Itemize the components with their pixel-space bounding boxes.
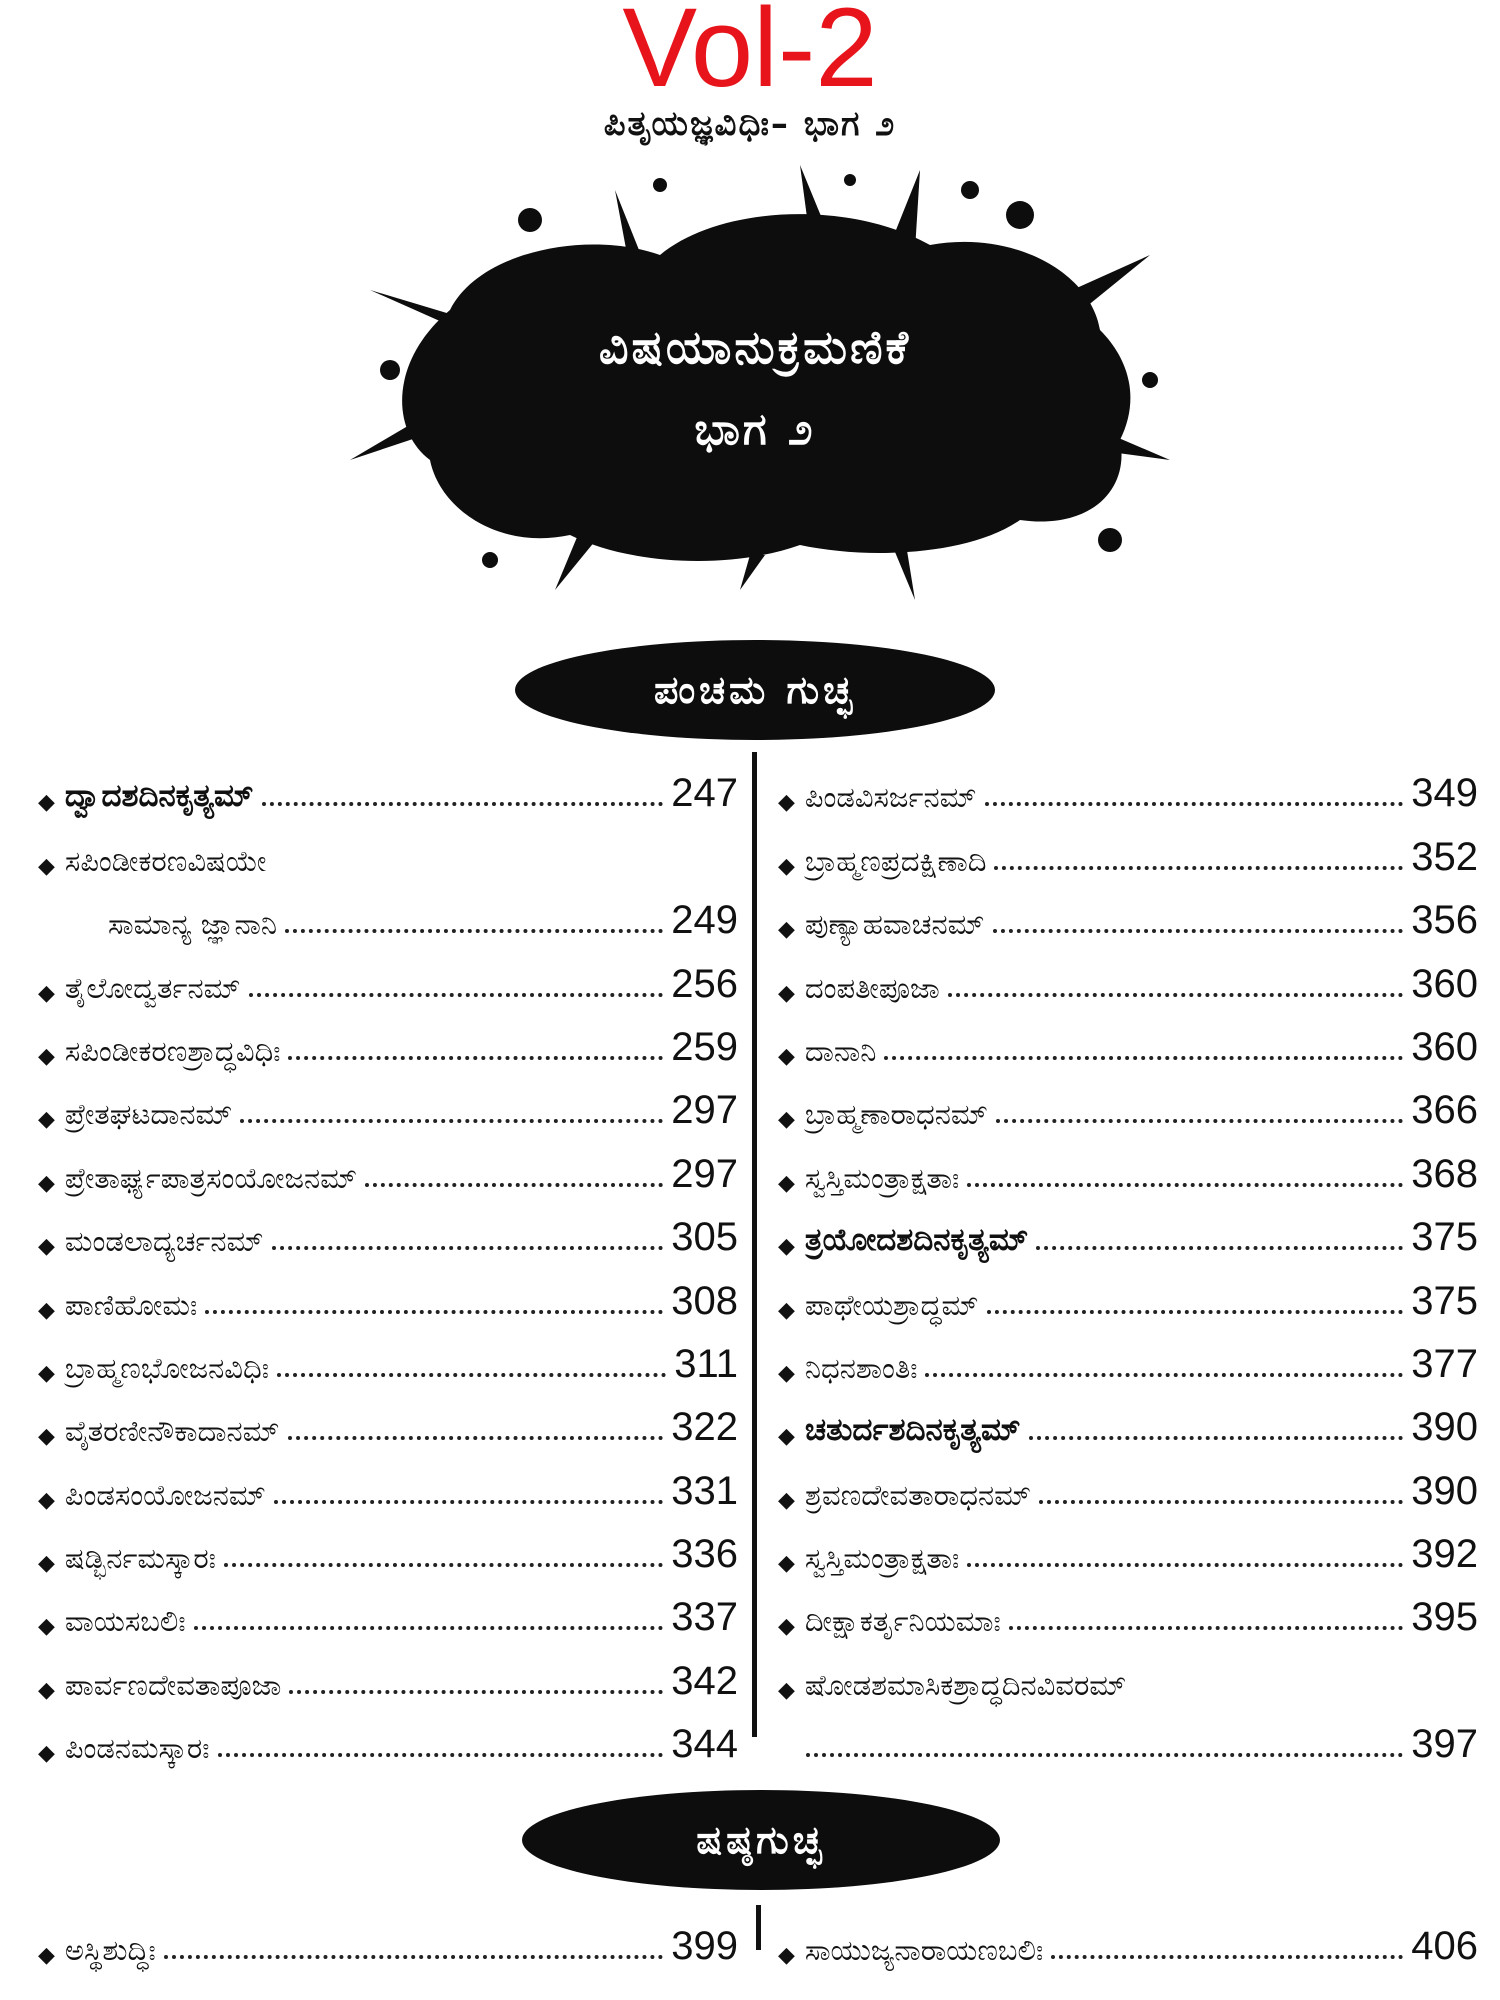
dot-leader xyxy=(985,802,1404,806)
dot-leader xyxy=(967,1183,1403,1187)
dot-leader xyxy=(1051,1955,1403,1959)
entry-page-number: 247 xyxy=(671,771,738,816)
entry-title: ಪಿಂಡನಮಸ್ಕಾರಃ xyxy=(64,1731,210,1766)
entry-title: ಪುಣ್ಯಾಹವಾಚನಮ್ xyxy=(804,907,985,942)
toc-entry xyxy=(38,1006,738,1069)
dot-leader xyxy=(272,1246,664,1250)
entry-title: ಷಡ್ಭಿರ್ನಮಸ್ಕಾರಃ xyxy=(64,1541,216,1576)
entry-page-number: 311 xyxy=(674,1341,738,1386)
entry-page-number: 360 xyxy=(1411,1024,1478,1069)
dot-leader xyxy=(1009,1626,1404,1630)
entry-title: ಪಾಣಿಹೋಮಃ xyxy=(64,1287,198,1322)
diamond-bullet-icon: ◆ xyxy=(38,1170,55,1196)
toc-entry xyxy=(778,752,1478,815)
entry-page-number: 366 xyxy=(1411,1088,1478,1133)
toc-entry xyxy=(778,1576,1478,1639)
diamond-bullet-icon: ◆ xyxy=(778,1551,795,1577)
entry-page-number: 397 xyxy=(1411,1722,1478,1767)
toc-entry xyxy=(38,942,738,1005)
toc-entry xyxy=(38,1639,738,1702)
diamond-bullet-icon: ◆ xyxy=(778,790,795,816)
diamond-bullet-icon: ◆ xyxy=(778,1487,795,1513)
section-6-left-column xyxy=(38,1905,738,1968)
diamond-bullet-icon: ◆ xyxy=(778,1234,795,1260)
entry-page-number: 297 xyxy=(671,1151,738,1196)
toc-entry xyxy=(778,1259,1478,1322)
entry-page-number: 349 xyxy=(1411,771,1478,816)
toc-entry xyxy=(38,1449,738,1512)
diamond-bullet-icon: ◆ xyxy=(38,853,55,879)
toc-entry xyxy=(38,1905,738,1968)
diamond-bullet-icon: ◆ xyxy=(778,853,795,879)
entry-title: ಸ್ವಸ್ತಿಮಂತ್ರಾಕ್ಷತಾಃ xyxy=(804,1541,960,1576)
diamond-bullet-icon: ◆ xyxy=(778,980,795,1006)
dot-leader xyxy=(1029,1436,1404,1440)
toc-entry xyxy=(38,752,738,815)
dot-leader xyxy=(925,1373,1403,1377)
dot-leader xyxy=(948,993,1403,997)
dot-leader xyxy=(288,1436,664,1440)
toc-entry xyxy=(778,1386,1478,1449)
entry-title: ನಿಧನಶಾಂತಿಃ xyxy=(804,1350,918,1385)
toc-entry xyxy=(778,1513,1478,1576)
diamond-bullet-icon: ◆ xyxy=(38,1487,55,1513)
toc-entry xyxy=(778,815,1478,878)
dot-leader xyxy=(993,929,1404,933)
column-divider xyxy=(752,752,757,1737)
entry-title: ದೀಕ್ಷಾಕರ್ತೃನಿಯಮಾಃ xyxy=(804,1604,1001,1639)
section-6-heading: ಷಷ್ಠಗುಚ್ಛ xyxy=(522,1790,1000,1890)
entry-page-number: 342 xyxy=(671,1658,738,1703)
volume-label: Vol-2 xyxy=(622,0,878,110)
dot-leader xyxy=(224,1563,663,1567)
entry-title: ಅಸ್ಥಿಶುದ್ಧಿಃ xyxy=(64,1933,156,1968)
dot-leader xyxy=(262,802,664,806)
entry-title: ಸಪಿಂಡೀಕರಣವಿಷಯೇ xyxy=(64,843,267,878)
toc-entry xyxy=(778,879,1478,942)
diamond-bullet-icon: ◆ xyxy=(778,1943,795,1969)
toc-entry xyxy=(38,1069,738,1132)
diamond-bullet-icon: ◆ xyxy=(38,1614,55,1640)
entry-title: ಪಿಂಡಸಂಯೋಜನಮ್ xyxy=(64,1477,266,1512)
entry-page-number: 406 xyxy=(1411,1924,1478,1969)
diamond-bullet-icon: ◆ xyxy=(778,1677,795,1703)
entry-title: ವೈತರಣೀನೌಕಾದಾನಮ್ xyxy=(64,1414,280,1449)
column-divider xyxy=(756,1905,761,1950)
entry-title: ದಾನಾನಿ xyxy=(804,1033,877,1068)
dot-leader xyxy=(288,1056,663,1060)
entry-title: ಸಾಮಾನ್ಯ ಜ್ಞಾನಾನಿ xyxy=(108,907,278,942)
entry-title: ಪಿಂಡವಿಸರ್ಜನಮ್ xyxy=(804,780,977,815)
diamond-bullet-icon: ◆ xyxy=(38,1677,55,1703)
entry-title: ದ್ವಾದಶದಿನಕೃತ್ಯಮ್ xyxy=(64,778,254,815)
dot-leader xyxy=(289,1690,663,1694)
entry-page-number: 390 xyxy=(1411,1468,1478,1513)
dot-leader xyxy=(249,993,664,997)
diamond-bullet-icon: ◆ xyxy=(38,1424,55,1450)
entry-title: ಮಂಡಲಾದ್ಯರ್ಚನಮ್ xyxy=(64,1224,264,1259)
ink-splash-graphic xyxy=(330,160,1180,600)
toc-entry xyxy=(778,1639,1478,1702)
diamond-bullet-icon: ◆ xyxy=(778,1297,795,1323)
entry-page-number: 331 xyxy=(671,1468,738,1513)
section-5-left-column xyxy=(38,752,738,1766)
toc-entry xyxy=(38,1132,738,1195)
entry-title: ಸಾಯುಜ್ಯನಾರಾಯಣಬಲಿಃ xyxy=(804,1933,1044,1968)
diamond-bullet-icon: ◆ xyxy=(38,790,55,816)
entry-title: ಬ್ರಾಹ್ಮಣಾರಾಧನಮ್ xyxy=(804,1097,988,1132)
diamond-bullet-icon: ◆ xyxy=(38,1360,55,1386)
diamond-bullet-icon: ◆ xyxy=(38,980,55,1006)
toc-title: ವಿಷಯಾನುಕ್ರಮಣಿಕೆ xyxy=(598,320,912,374)
entry-page-number: 375 xyxy=(1411,1215,1478,1260)
toc-part-label: ಭಾಗ ೨ xyxy=(694,404,816,455)
diamond-bullet-icon: ◆ xyxy=(778,1107,795,1133)
dot-leader xyxy=(994,866,1403,870)
toc-entry xyxy=(778,1132,1478,1195)
entry-title: ಪಾರ್ವಣದೇವತಾಪೂಜಾ xyxy=(64,1667,282,1702)
entry-title: ದಂಪತೀಪೂಜಾ xyxy=(804,970,940,1005)
section-5-heading: ಪಂಚಮ ಗುಚ್ಛ xyxy=(515,640,995,740)
entry-title: ಸಪಿಂಡೀಕರಣಶ್ರಾದ್ಧವಿಧಿಃ xyxy=(64,1033,281,1068)
toc-entry xyxy=(38,815,738,878)
dot-leader xyxy=(1039,1500,1403,1504)
entry-title: ಚತುರ್ದಶದಿನಕೃತ್ಯಮ್ xyxy=(804,1412,1021,1449)
toc-entry xyxy=(778,1006,1478,1069)
dot-leader xyxy=(164,1955,663,1959)
entry-title: ಪಾಥೇಯಶ್ರಾದ್ಧಮ್ xyxy=(804,1287,979,1322)
dot-leader xyxy=(365,1183,663,1187)
toc-entry xyxy=(38,1196,738,1259)
diamond-bullet-icon: ◆ xyxy=(778,1170,795,1196)
toc-entry xyxy=(778,1196,1478,1259)
entry-page-number: 375 xyxy=(1411,1278,1478,1323)
diamond-bullet-icon: ◆ xyxy=(38,1234,55,1260)
dot-leader xyxy=(884,1056,1403,1060)
diamond-bullet-icon: ◆ xyxy=(38,1741,55,1767)
entry-page-number: 308 xyxy=(671,1278,738,1323)
entry-title: ಬ್ರಾಹ್ಮಣಪ್ರದಕ್ಷಿಣಾದಿ xyxy=(804,843,987,878)
toc-entry xyxy=(38,879,738,942)
toc-entry xyxy=(38,1576,738,1639)
entry-page-number: 337 xyxy=(671,1595,738,1640)
entry-title: ಪ್ರೇತಾರ್ಘ್ಯಪಾತ್ರಸಂಯೋಜನಮ್ xyxy=(64,1160,358,1195)
toc-entry xyxy=(38,1386,738,1449)
entry-page-number: 392 xyxy=(1411,1532,1478,1577)
entry-page-number: 259 xyxy=(671,1024,738,1069)
section-5-right-column xyxy=(778,752,1478,1766)
diamond-bullet-icon: ◆ xyxy=(38,1551,55,1577)
dot-leader xyxy=(277,1373,666,1377)
entry-page-number: 356 xyxy=(1411,898,1478,943)
toc-entry xyxy=(778,942,1478,1005)
entry-page-number: 390 xyxy=(1411,1405,1478,1450)
entry-title: ತ್ರಯೋದಶದಿನಕೃತ್ಯಮ್ xyxy=(804,1222,1029,1259)
diamond-bullet-icon: ◆ xyxy=(778,1360,795,1386)
diamond-bullet-icon: ◆ xyxy=(38,1943,55,1969)
diamond-bullet-icon: ◆ xyxy=(778,1614,795,1640)
entry-page-number: 352 xyxy=(1411,834,1478,879)
entry-page-number: 399 xyxy=(671,1924,738,1969)
entry-title: ಷೋಡಶಮಾಸಿಕಶ್ರಾದ್ಧದಿನವಿವರಮ್ xyxy=(804,1667,1127,1702)
entry-page-number: 360 xyxy=(1411,961,1478,1006)
entry-page-number: 377 xyxy=(1411,1341,1478,1386)
entry-page-number: 249 xyxy=(671,898,738,943)
entry-title: ವಾಯಸಬಲಿಃ xyxy=(64,1604,186,1639)
diamond-bullet-icon: ◆ xyxy=(38,1107,55,1133)
dot-leader xyxy=(240,1119,663,1123)
toc-entry xyxy=(38,1703,738,1766)
dot-leader xyxy=(205,1310,663,1314)
entry-page-number: 336 xyxy=(671,1532,738,1577)
dot-leader xyxy=(806,1753,1403,1757)
section-6-right-column xyxy=(778,1905,1478,1968)
toc-entry xyxy=(778,1069,1478,1132)
entry-title: ಪ್ರೇತಘಟದಾನಮ್ xyxy=(64,1097,233,1132)
toc-entry xyxy=(38,1513,738,1576)
dot-leader xyxy=(967,1563,1403,1567)
entry-page-number: 395 xyxy=(1411,1595,1478,1640)
dot-leader xyxy=(996,1119,1403,1123)
toc-entry xyxy=(38,1259,738,1322)
toc-entry xyxy=(778,1703,1478,1766)
diamond-bullet-icon: ◆ xyxy=(38,1043,55,1069)
entry-page-number: 368 xyxy=(1411,1151,1478,1196)
diamond-bullet-icon: ◆ xyxy=(778,1043,795,1069)
toc-entry xyxy=(38,1323,738,1386)
entry-page-number: 297 xyxy=(671,1088,738,1133)
toc-entry xyxy=(778,1449,1478,1512)
entry-title: ಬ್ರಾಹ್ಮಣಭೋಜನವಿಧಿಃ xyxy=(64,1350,269,1385)
entry-page-number: 322 xyxy=(671,1405,738,1450)
entry-title: ತೈಲೋದ್ವರ್ತನಮ್ xyxy=(64,970,241,1005)
toc-entry xyxy=(778,1323,1478,1386)
dot-leader xyxy=(987,1310,1404,1314)
entry-page-number: 256 xyxy=(671,961,738,1006)
diamond-bullet-icon: ◆ xyxy=(38,1297,55,1323)
toc-entry xyxy=(778,1905,1478,1968)
running-subtitle: ಪಿತೃಯಜ್ಞವಿಧಿಃ– ಭಾಗ ೨ xyxy=(603,104,897,144)
dot-leader xyxy=(274,1500,663,1504)
diamond-bullet-icon: ◆ xyxy=(778,1424,795,1450)
dot-leader xyxy=(285,929,663,933)
entry-title: ಸ್ವಸ್ತಿಮಂತ್ರಾಕ್ಷತಾಃ xyxy=(804,1160,960,1195)
entry-page-number: 305 xyxy=(671,1215,738,1260)
dot-leader xyxy=(218,1753,664,1757)
entry-page-number: 344 xyxy=(671,1722,738,1767)
dot-leader xyxy=(194,1626,664,1630)
dot-leader xyxy=(1036,1246,1403,1250)
entry-title: ಶ್ರವಣದೇವತಾರಾಧನಮ್ xyxy=(804,1477,1032,1512)
diamond-bullet-icon: ◆ xyxy=(778,917,795,943)
